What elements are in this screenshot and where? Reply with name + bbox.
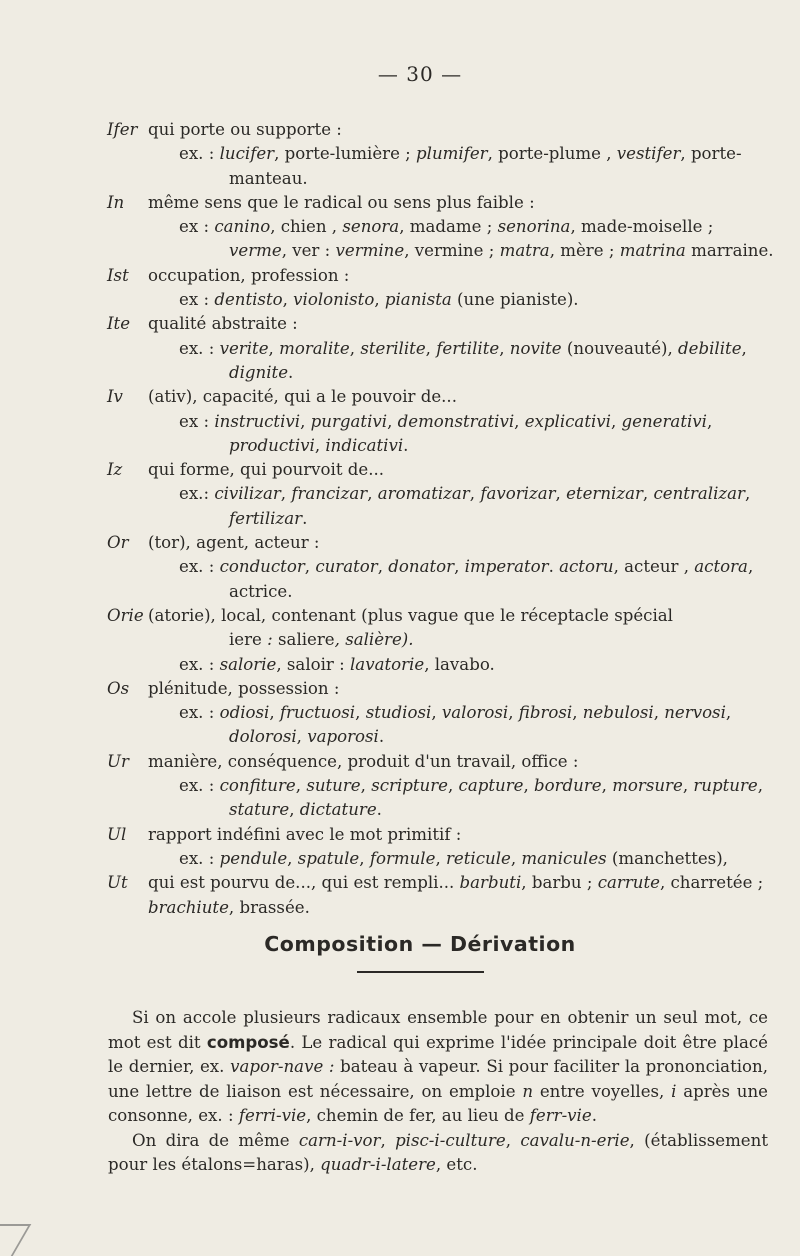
corner-mark (0, 1224, 31, 1256)
example-text: . (403, 435, 409, 455)
example-text: , (523, 776, 535, 796)
suffix-label: Ur (107, 751, 129, 771)
example-text: , (725, 703, 732, 723)
example-term: vestifer (616, 144, 681, 164)
example-text: , (435, 848, 446, 868)
paragraph-term: ferri-vie (238, 1106, 307, 1125)
example-text: , actrice. (229, 557, 754, 601)
example-term: indicativi (325, 435, 404, 455)
example-text: ex. : (179, 144, 220, 164)
definition-cont-text (179, 630, 229, 649)
example-text: , (300, 411, 311, 431)
example-term: lucifer (219, 144, 275, 164)
example-term: rupture (693, 776, 758, 796)
example-text: ex. : (179, 703, 220, 723)
example-term: fibrosi (518, 703, 573, 723)
example-term: matra (499, 241, 550, 261)
example-term: nebulosi (582, 703, 654, 723)
example-term: suture (306, 776, 361, 796)
suffix-definition: (atorie), local, contenant (plus vague que le réceptacle spécial (148, 605, 673, 625)
example-text: , chien , (270, 217, 343, 237)
example-term: studiosi (365, 703, 432, 723)
example-text: , (349, 338, 361, 358)
example-term: dignite (229, 362, 289, 382)
example-text: ex. : (179, 654, 220, 674)
example-text: , (431, 703, 442, 723)
example-text: , ver : (281, 241, 336, 261)
definition-cont-text: iere (229, 630, 262, 650)
suffix-label: In (107, 192, 125, 212)
suffix-definition (108, 871, 776, 920)
example-text: , (367, 484, 378, 504)
example-term: debilite (678, 338, 742, 358)
suffix-definition: (tor), agent, acteur : (148, 533, 320, 553)
suffix-entry (108, 312, 776, 385)
suffix-entry (108, 677, 776, 750)
suffix-label: Iz (107, 460, 123, 480)
suffix-examples (108, 774, 776, 823)
example-term: generativi (621, 411, 707, 431)
example-text: , (610, 411, 622, 431)
example-term: canino (214, 217, 271, 237)
example-text: ex. : (179, 848, 220, 868)
suffix-entry (108, 531, 776, 604)
example-term: verite (219, 338, 269, 358)
example-text: , (359, 848, 370, 868)
example-text: , (287, 848, 298, 868)
example-term: odiosi (219, 703, 270, 723)
example-term: matrina (619, 241, 686, 261)
example-text: , vermine ; (404, 241, 500, 261)
example-text: , (289, 800, 300, 820)
definition-text: , charretée ; (659, 873, 764, 893)
example-text: , (682, 776, 694, 796)
example-text: , acteur , (613, 557, 695, 577)
example-text: , (510, 848, 522, 868)
example-term: dentisto (214, 290, 283, 310)
suffix-entry (108, 871, 776, 920)
example-term: actoru (559, 557, 614, 577)
example-term: favorizar (480, 484, 556, 504)
example-term: dolorosi (229, 727, 297, 747)
suffix-list (108, 118, 776, 920)
example-text: , (555, 484, 567, 504)
example-text: , (706, 411, 713, 431)
example-term: fertilite (436, 338, 500, 358)
definition-term: carrute (597, 873, 660, 893)
suffix-examples (108, 410, 776, 459)
suffix-label: Ut (107, 873, 128, 893)
paragraph-term: vapor-nave : (230, 1057, 335, 1076)
suffix-examples (108, 701, 776, 750)
example-text: , porte-lumière ; (274, 144, 417, 164)
suffix-definition: (ativ), capacité, qui a le pouvoir de... (148, 387, 457, 407)
paragraph-term: composé (206, 1032, 290, 1052)
paragraph-term: carn-i-vor (298, 1130, 381, 1150)
body-paragraph (108, 1129, 768, 1178)
example-text: . (548, 557, 560, 577)
suffix-definition: plénitude, possession : (148, 678, 340, 698)
page-number: — 30 — (377, 62, 463, 86)
suffix-definition: rapport indéfini avec le mot primitif : (148, 824, 462, 844)
paragraph-text: . Le radical qui exprime l'idée principale doit être placé le dernier, ex. (108, 1032, 768, 1076)
example-text: , porte-plume , (487, 144, 617, 164)
example-text: . (288, 362, 294, 382)
example-term: purgativi (310, 411, 388, 431)
paragraph-term: i (671, 1081, 677, 1101)
suffix-label: Iv (107, 387, 123, 407)
suffix-label: Ist (107, 265, 129, 285)
suffix-entry (108, 191, 776, 264)
example-text: , (499, 338, 510, 358)
example-term: actora (694, 557, 748, 577)
example-text: , (296, 727, 308, 747)
example-text: , (425, 338, 437, 358)
suffix-entry (108, 604, 776, 677)
example-term: pianista (384, 290, 452, 310)
suffix-label: Ite (107, 314, 131, 334)
example-text: ex : (179, 217, 215, 237)
example-term: dictature (299, 800, 377, 820)
example-text: , (269, 703, 280, 723)
paragraph-text: , (établissement pour les étalons=haras), (108, 1130, 768, 1174)
example-term: confiture (219, 776, 296, 796)
example-text: , (653, 703, 665, 723)
example-text: , porte-manteau. (229, 144, 742, 188)
example-text: , (377, 557, 389, 577)
example-term: francizar (291, 484, 368, 504)
example-term: reticule (446, 848, 511, 868)
suffix-label: Ul (107, 824, 127, 844)
example-term: fructuosi (279, 703, 356, 723)
example-term: curator (315, 557, 378, 577)
paragraph-term: pisc-i-culture (395, 1130, 506, 1150)
example-term: vermine (335, 241, 405, 261)
example-text: , madame ; (399, 217, 498, 237)
definition-term: barbuti (459, 873, 522, 893)
suffix-examples (108, 215, 776, 264)
example-term: valorosi (441, 703, 509, 723)
body-paragraph (108, 1006, 768, 1129)
suffix-definition-cont (108, 628, 776, 652)
example-term: demonstrativi (397, 411, 515, 431)
example-term: instructivi (214, 411, 301, 431)
example-text: ex. : (179, 776, 220, 796)
suffix-examples (108, 555, 776, 604)
suffix-definition: manière, conséquence, produit d'un travail, office : (148, 751, 579, 771)
example-term: salorie (219, 654, 277, 674)
example-text: , (304, 557, 316, 577)
example-term: formule (369, 848, 436, 868)
heading-rule (357, 971, 484, 973)
example-text: (manchettes), (606, 848, 728, 868)
example-text: , (360, 776, 372, 796)
example-term: senora (342, 217, 400, 237)
paragraph-text: , etc. (435, 1155, 478, 1174)
example-text: . (376, 800, 382, 820)
example-text: ex : (179, 411, 215, 431)
example-term: stature (229, 800, 290, 820)
example-term: capture (458, 776, 524, 796)
example-text: , (601, 776, 613, 796)
example-text: , (280, 484, 292, 504)
example-text: ex.: (179, 484, 215, 504)
example-text: . (302, 508, 308, 528)
example-term: spatule (297, 848, 360, 868)
example-text: , (741, 338, 747, 358)
example-term: bordure (534, 776, 602, 796)
example-text: , (454, 557, 465, 577)
definition-cont-term: : (261, 630, 279, 650)
suffix-label: Orie (107, 605, 144, 625)
example-text: , (757, 776, 764, 796)
example-text: , (744, 484, 751, 504)
suffix-label: Or (107, 533, 129, 553)
example-text: , (374, 290, 385, 310)
suffix-examples (108, 653, 776, 677)
example-text: , (572, 703, 583, 723)
example-term: senorina (497, 217, 571, 237)
example-term: conductor (219, 557, 305, 577)
example-term: plumifer (416, 144, 488, 164)
example-term: imperator (464, 557, 549, 577)
example-term: verme (229, 241, 282, 261)
definition-cont-text: saliere (278, 630, 335, 650)
example-term: nervosi (664, 703, 726, 723)
example-term: morsure (612, 776, 683, 796)
suffix-entry (108, 750, 776, 823)
suffix-entry (108, 385, 776, 458)
example-term: pendule (219, 848, 288, 868)
example-text: , (469, 484, 481, 504)
example-term: moralite (279, 338, 350, 358)
paragraph-term: quadr-i-latere (320, 1155, 436, 1174)
section-body (108, 1006, 768, 1178)
example-text: , made-moiselle ; (570, 217, 714, 237)
example-term: fertilizar (229, 508, 303, 528)
example-text: , (282, 290, 294, 310)
example-term: productivi (229, 435, 315, 455)
example-term: donator (388, 557, 455, 577)
example-term: eternizar (566, 484, 643, 504)
paragraph-term: ferr-vie (529, 1106, 592, 1125)
example-text: , (447, 776, 459, 796)
suffix-examples (108, 847, 776, 871)
paragraph-text: On dira de même (132, 1130, 299, 1150)
paragraph-text: , (380, 1130, 396, 1150)
suffix-label: Os (107, 678, 130, 698)
example-term: manicules (521, 848, 607, 868)
paragraph-text: bateau à vapeur. Si pour faciliter la prononciation, une lettre de liaison est nécessaire, on emploie (108, 1057, 769, 1101)
example-text: ex. : (179, 557, 220, 577)
example-text: marraine. (685, 241, 774, 261)
example-text: , saloir : (276, 654, 350, 674)
example-text: , (355, 703, 366, 723)
example-text: (une pianiste). (451, 290, 579, 310)
paragraph-text: , (505, 1130, 521, 1150)
definition-text: qui est pourvu de..., qui est rempli... (148, 873, 460, 893)
example-text: ex : (179, 290, 215, 310)
paragraph-text: , chemin de fer, au lieu de (306, 1106, 530, 1125)
definition-text: , brassée. (228, 897, 310, 917)
example-text: , (514, 411, 525, 431)
suffix-definition: occupation, profession : (148, 265, 350, 285)
definition-term: brachiute (148, 897, 229, 917)
example-text: , (268, 338, 280, 358)
suffix-entry (108, 264, 776, 313)
example-text: , (508, 703, 519, 723)
example-text: (nouveauté), (561, 338, 679, 358)
example-term: lavatorie (350, 654, 425, 674)
example-term: novite (509, 338, 562, 358)
definition-text: , barbu ; (521, 873, 598, 893)
paragraph-term: n (522, 1081, 534, 1101)
suffix-definition: qui porte ou supporte : (148, 120, 342, 139)
suffix-definition: même sens que le radical ou sens plus faible : (148, 192, 535, 212)
example-text: ex. : (179, 338, 220, 358)
paragraph-term: cavalu-n-erie (520, 1130, 630, 1150)
suffix-entry (108, 823, 776, 872)
example-text: , (314, 435, 326, 455)
paragraph-text: après une consonne, ex. : (108, 1081, 768, 1125)
example-text: , mère ; (549, 241, 620, 261)
example-text: , (295, 776, 307, 796)
suffix-definition: qui forme, qui pourvoit de... (148, 460, 385, 480)
suffix-entry (108, 118, 776, 191)
example-text: , (387, 411, 398, 431)
example-term: centralizar (653, 484, 745, 504)
section-heading: Composition — Dérivation (264, 932, 576, 956)
example-text: , (642, 484, 654, 504)
example-text: , lavabo. (424, 654, 495, 674)
definition-cont-term: , salière). (334, 630, 414, 650)
example-term: sterilite (360, 338, 426, 358)
suffix-examples (108, 337, 776, 386)
paragraph-text: entre voyelles, (533, 1081, 672, 1101)
example-term: explicativi (524, 411, 611, 431)
example-term: violonisto (293, 290, 375, 310)
example-term: aromatizar (377, 484, 470, 504)
suffix-entry (108, 458, 776, 531)
suffix-examples (108, 288, 776, 312)
example-term: vaporosi (307, 727, 379, 747)
paragraph-text: . (591, 1106, 597, 1125)
suffix-label: Ifer (107, 120, 138, 139)
suffix-examples (108, 482, 776, 531)
paragraph-text: Si on accole plusieurs radicaux ensemble pour en obtenir un seul mot, ce mot est dit (108, 1008, 768, 1052)
example-term: scripture (371, 776, 448, 796)
suffix-definition: qualité abstraite : (148, 314, 298, 334)
example-text: . (378, 727, 385, 747)
suffix-examples (108, 142, 776, 191)
example-term: civilizar (214, 484, 281, 504)
